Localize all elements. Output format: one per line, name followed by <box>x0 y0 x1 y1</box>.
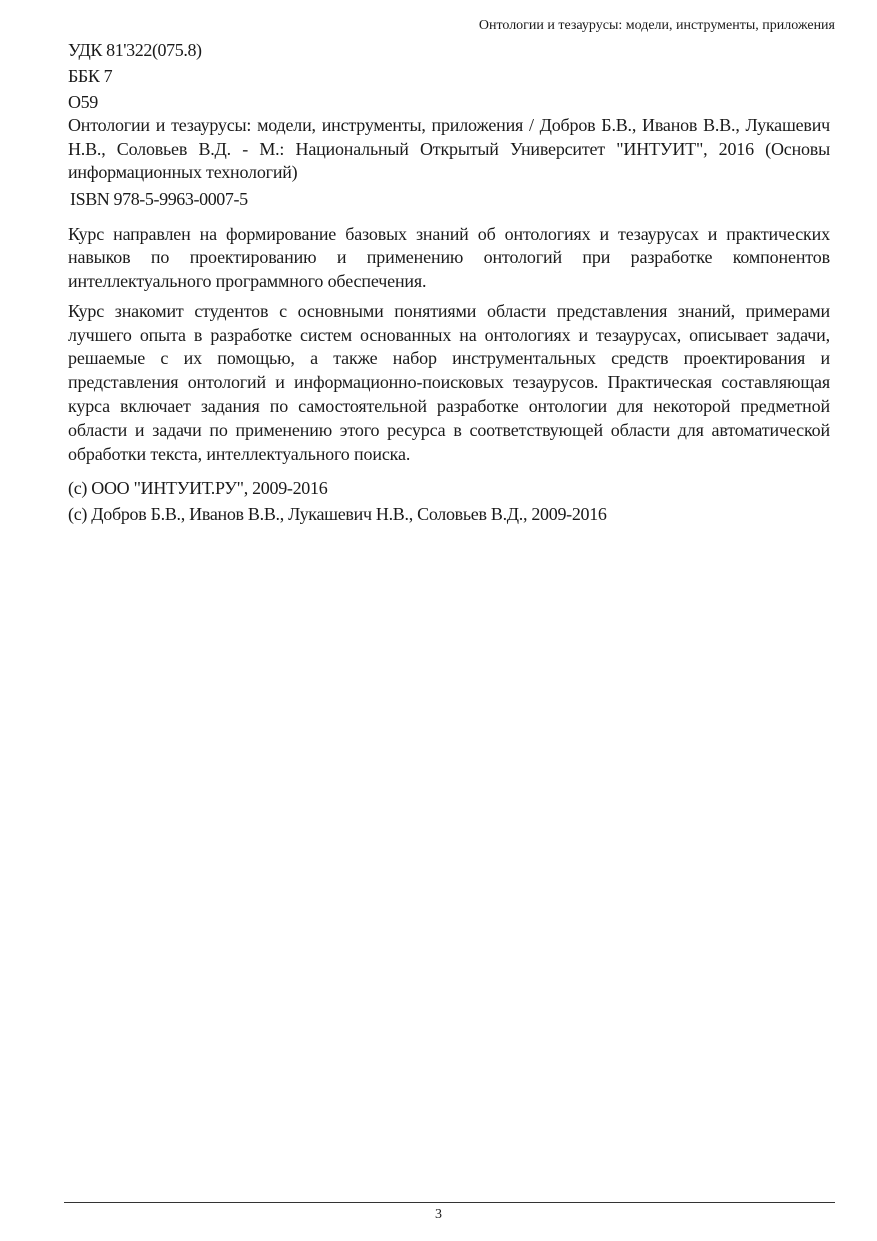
isbn: ISBN 978-5-9963-0007-5 <box>70 188 248 209</box>
page-number: 3 <box>435 1207 442 1222</box>
copyright-publisher: (c) ООО "ИНТУИТ.РУ", 2009-2016 <box>68 478 328 499</box>
bibliographic-citation: Онтологии и тезаурусы: модели, инструменты, приложения / Добров Б.В., Иванов В.В., Лукашевич Н.В., Соловьев В.Д. - М.: Национальный Открытый Университет "ИНТУИТ", 2016 (Основы информационных технологий) <box>68 115 830 182</box>
author-mark: О59 <box>68 92 98 112</box>
annotation-paragraph-1: Курс направлен на формирование базовых знаний об онтологиях и тезаурусах и практических навыков по проектированию и применению онтологий при разработке компонентов интеллектуального программного обеспечения. <box>68 223 830 292</box>
copyright-authors: (c) Добров Б.В., Иванов В.В., Лукашевич Н.В., Соловьев В.Д., 2009-2016 <box>68 504 607 525</box>
udk-code: УДК 81'322(075.8) <box>68 40 202 60</box>
bbk-code: ББК 7 <box>68 66 113 86</box>
running-header: Онтологии и тезаурусы: модели, инструменты, приложения <box>478 18 835 33</box>
annotation-paragraph-2: Курс знакомит студентов с основными понятиями области представления знаний, примерами лучшего опыта в разработке систем основанных на онтологиях и тезаурусах, описывает задачи, решаемые с их помощью, а также набор инструментальных средств проектирования и представления онтологий и информационно-поисковых тезаурусов. Практическая составляющая курса включает задания по самостоятельной разработке онтологии для некоторой предметной области и задачи по применению этого ресурса в соответствующей области для автоматической обработки текста, интеллектуального поиска. <box>68 300 830 464</box>
document-body <box>68 38 830 526</box>
footer-divider <box>64 1202 835 1203</box>
